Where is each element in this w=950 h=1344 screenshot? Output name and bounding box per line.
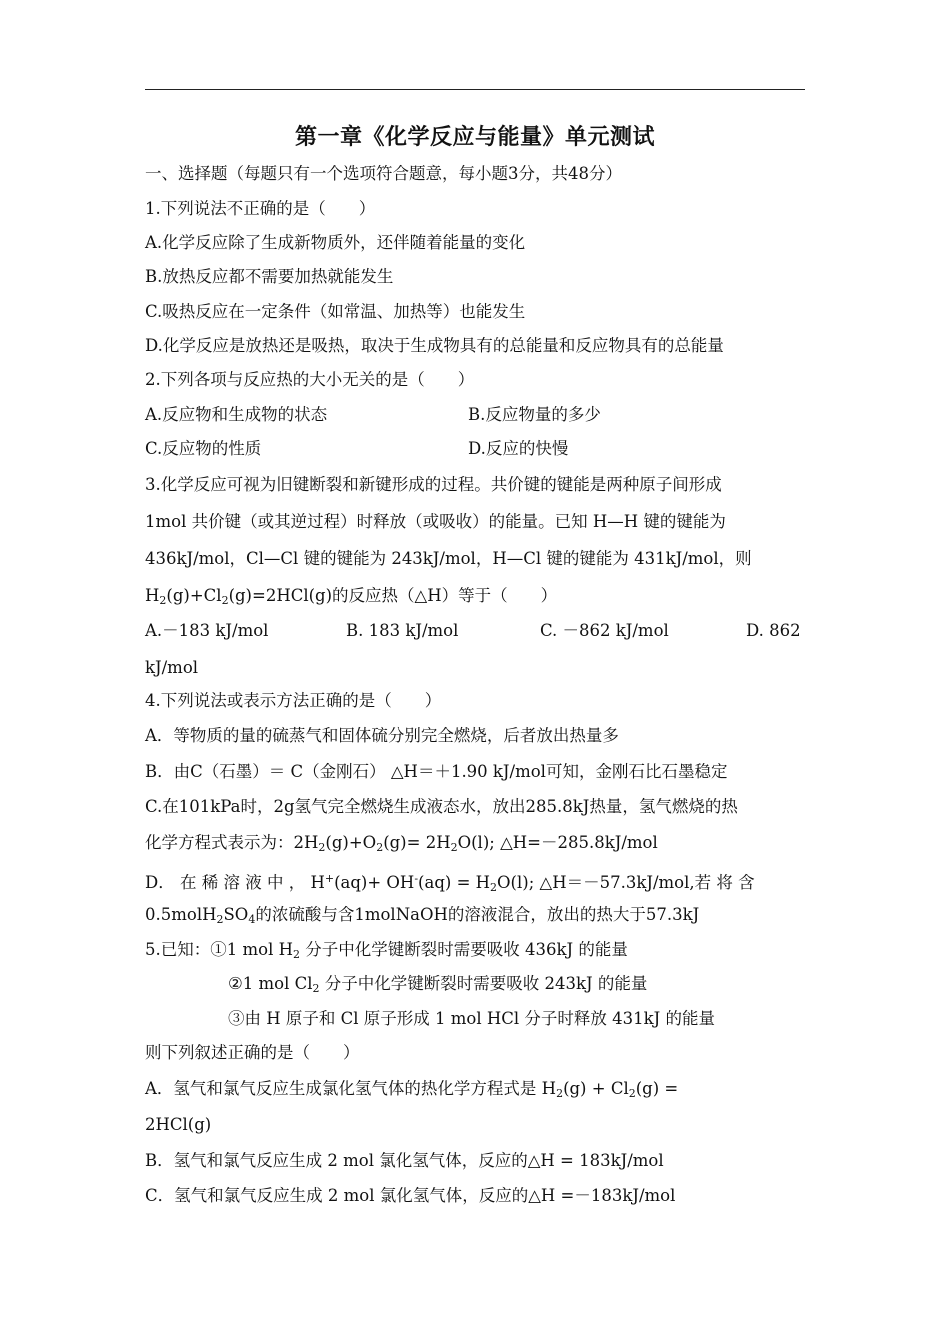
q2-option-b: B.反应物量的多少 xyxy=(468,405,601,424)
q5-option-a-line1: A．氢气和氯气反应生成氯化氢气体的热化学方程式是 $H_2(g) + Cl_2(g)$ = xyxy=(145,1079,679,1100)
q3-stem-line3: 436kJ/mol，Cl—Cl 键的键能为 243kJ/mol，H—Cl 键的键能为 431kJ/mol，则 xyxy=(145,549,752,568)
q4-stem: 4.下列说法或表示方法正确的是（ ） xyxy=(145,691,442,710)
q1-option-c: C.吸热反应在一定条件（如常温、加热等）也能发生 xyxy=(145,302,526,321)
q5-given-3: ③由 H 原子和 Cl 原子形成 1 mol HCl 分子时释放 431kJ 的能量 xyxy=(228,1009,715,1028)
q2-option-d: D.反应的快慢 xyxy=(468,439,569,458)
q5-given-1: 5.已知：①1 mol $H_2$ 分子中化学键断裂时需要吸收 436kJ 的能量 xyxy=(145,940,628,961)
q3-stem-line1: 3.化学反应可视为旧键断裂和新键形成的过程。共价键的键能是两种原子间形成 xyxy=(145,475,722,494)
q4-option-d-line2: $0.5molH_2SO_4$的浓硫酸与含1molNaOH的溶液混合，放出的热大于57.3kJ xyxy=(145,905,700,926)
page-title: 第一章《化学反应与能量》单元测试 xyxy=(294,124,655,150)
q3-option-d: D. 862 xyxy=(746,621,801,640)
q5-option-a-line2: 2HCl(g) xyxy=(145,1115,212,1134)
q4-option-d-line1: D． 在 稀 溶 液 中 ， $H^+(aq)+ OH^-(aq) = H_2O(l)$; △H＝－57.3kJ/mol,若 将 含 xyxy=(145,872,755,894)
q1-option-d: D.化学反应是放热还是吸热，取决于生成物具有的总能量和反应物具有的总能量 xyxy=(145,336,724,355)
header-rule xyxy=(145,89,805,90)
q5-option-c: C．氢气和氯气反应生成 2 mol 氯化氢气体，反应的△H =－183kJ/mol xyxy=(145,1186,676,1205)
q2-option-c: C.反应物的性质 xyxy=(145,439,262,458)
q3-stem-line2: 1mol 共价键（或其逆过程）时释放（或吸收）的能量。已知 H—H 键的键能为 xyxy=(145,512,726,531)
q4-option-b: B．由C（石墨）＝ C（金刚石） △H＝＋1.90 kJ/mol可知，金刚石比石墨稳定 xyxy=(145,762,728,781)
q1-stem: 1.下列说法不正确的是（ ） xyxy=(145,199,376,218)
q3-option-a: A.－183 kJ/mol xyxy=(145,621,269,640)
q3-option-d-unit: kJ/mol xyxy=(145,658,199,677)
q3-option-c: C. －862 kJ/mol xyxy=(540,621,669,640)
q4-option-a: A．等物质的量的硫蒸气和固体硫分别完全燃烧，后者放出热量多 xyxy=(145,726,619,745)
q2-stem: 2.下列各项与反应热的大小无关的是（ ） xyxy=(145,370,475,389)
q4-option-c-line2: 化学方程式表示为：$2H_2(g)+O_2(g)= 2H_2O(l)$; △H=－285.8kJ/mol xyxy=(145,833,658,854)
q3-stem-line4: $H_2(g)+Cl_2(g)=2HCl(g)$的反应热（△H）等于（ ） xyxy=(145,586,558,607)
q2-option-a: A.反应物和生成物的状态 xyxy=(145,405,328,424)
q3-option-b: B. 183 kJ/mol xyxy=(346,621,459,640)
q1-option-b: B.放热反应都不需要加热就能发生 xyxy=(145,267,394,286)
q4-option-c-line1: C.在101kPa时，2g氢气完全燃烧生成液态水，放出285.8kJ热量，氢气燃烧的热 xyxy=(145,797,738,816)
section-heading: 一、选择题（每题只有一个选项符合题意，每小题3分，共48分） xyxy=(145,164,622,183)
q5-stem: 则下列叙述正确的是（ ） xyxy=(145,1043,360,1062)
q5-option-b: B．氢气和氯气反应生成 2 mol 氯化氢气体，反应的△H = 183kJ/mol xyxy=(145,1151,664,1170)
q1-option-a: A.化学反应除了生成新物质外，还伴随着能量的变化 xyxy=(145,233,526,252)
q5-given-2: ②1 mol $Cl_2$ 分子中化学键断裂时需要吸收 243kJ 的能量 xyxy=(228,974,648,995)
